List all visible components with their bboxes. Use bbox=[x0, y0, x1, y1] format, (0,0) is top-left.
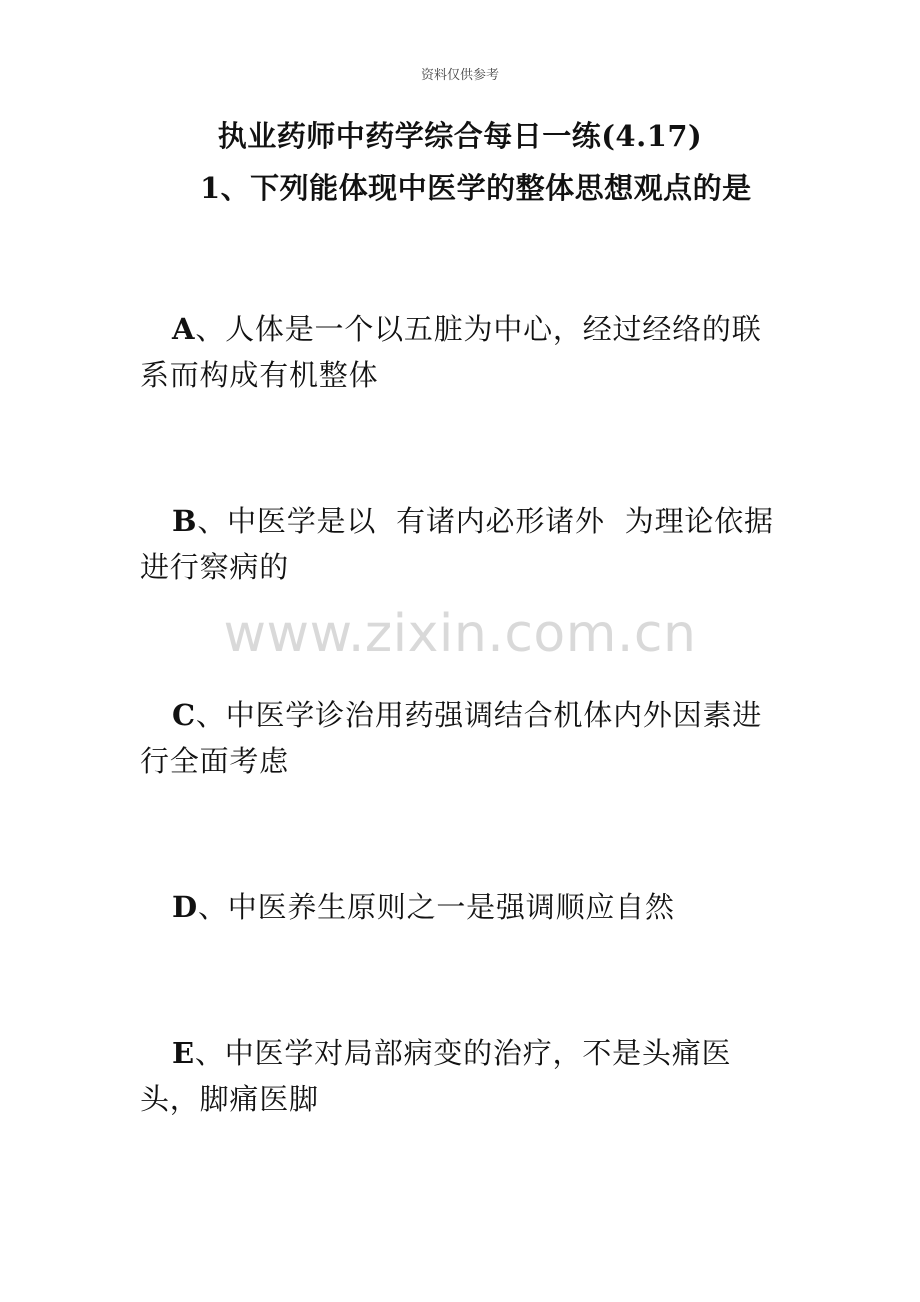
option-separator: 、 bbox=[195, 312, 226, 346]
option-separator: 、 bbox=[194, 1036, 225, 1070]
option-e bbox=[140, 1030, 790, 1122]
option-separator: 、 bbox=[195, 698, 226, 732]
option-d bbox=[140, 884, 790, 930]
option-letter: D bbox=[172, 890, 198, 924]
option-c bbox=[140, 692, 790, 784]
option-a bbox=[140, 306, 790, 398]
watermark: www.zixin.com.cn bbox=[223, 604, 697, 664]
option-separator: 、 bbox=[197, 504, 228, 538]
question-stem: 1、下列能体现中医学的整体思想观点的是 bbox=[200, 171, 752, 205]
option-letter: B bbox=[172, 504, 198, 538]
option-letter: A bbox=[172, 312, 196, 346]
option-letter: C bbox=[172, 698, 196, 732]
option-separator: 、 bbox=[197, 890, 228, 924]
header-note: 资料仅供参考 bbox=[420, 68, 499, 83]
option-b bbox=[140, 498, 790, 590]
option-text: 人体是一个以五脏为中心，经过经络的联系而构成有机整体 bbox=[140, 312, 762, 392]
option-text: 中医学对局部病变的治疗，不是头痛医头，脚痛医脚 bbox=[140, 1036, 732, 1116]
option-text: 中医学是以 有诸内必形诸外 为理论依据进行察病的 bbox=[140, 504, 774, 584]
option-letter: E bbox=[172, 1036, 195, 1070]
option-text: 中医养生原则之一是强调顺应自然 bbox=[227, 890, 675, 924]
option-text: 中医学诊治用药强调结合机体内外因素进行全面考虑 bbox=[140, 698, 763, 778]
page-title: 执业药师中药学综合每日一练(4.17) bbox=[217, 119, 703, 153]
